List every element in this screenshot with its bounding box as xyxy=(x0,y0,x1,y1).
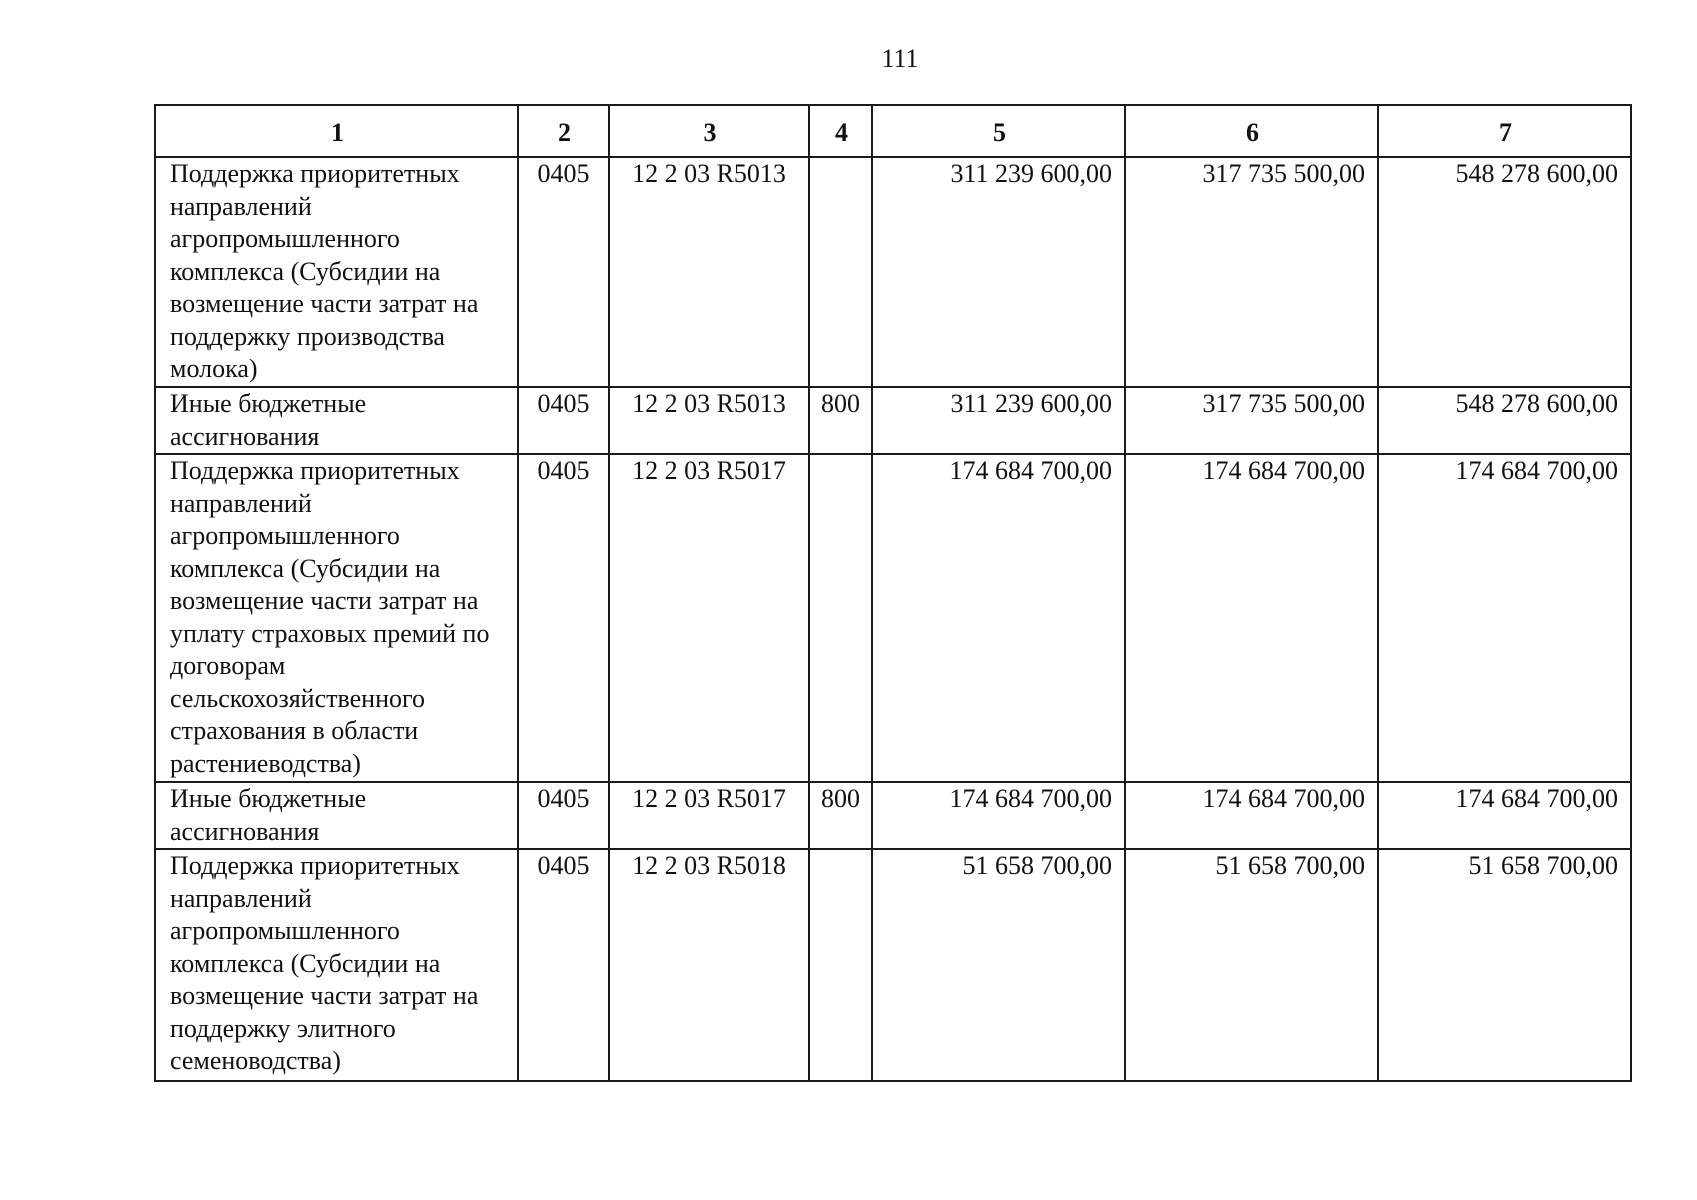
row-amount-col6: 174 684 700,00 xyxy=(1125,782,1378,849)
row-amount-col5: 174 684 700,00 xyxy=(872,782,1125,849)
column-header-4: 4 xyxy=(809,105,872,157)
table-row xyxy=(155,157,1631,387)
row-amount-col6: 51 658 700,00 xyxy=(1125,849,1378,1081)
row-section-code: 0405 xyxy=(518,849,609,1081)
row-target-code: 12 2 03 R5013 xyxy=(609,387,809,454)
column-header-7: 7 xyxy=(1378,105,1631,157)
row-name: Иные бюджетные ассигнования xyxy=(155,387,518,454)
row-name: Поддержка приоритетных направлений агропромышленного комплекса (Субсидии на возмещение части затрат на поддержку элитного семеноводства) xyxy=(155,849,518,1081)
row-amount-col6: 174 684 700,00 xyxy=(1125,454,1378,782)
row-amount-col6: 317 735 500,00 xyxy=(1125,157,1378,387)
table-row xyxy=(155,782,1631,849)
row-name: Поддержка приоритетных направлений агропромышленного комплекса (Субсидии на возмещение части затрат на уплату страховых премий по договорам сельскохозяйственного страхования в области растениеводства) xyxy=(155,454,518,782)
row-target-code: 12 2 03 R5017 xyxy=(609,782,809,849)
row-amount-col5: 174 684 700,00 xyxy=(872,454,1125,782)
table-row xyxy=(155,387,1631,454)
row-name: Поддержка приоритетных направлений агропромышленного комплекса (Субсидии на возмещение части затрат на поддержку производства молока) xyxy=(155,157,518,387)
row-expense-type: 800 xyxy=(809,387,872,454)
row-section-code: 0405 xyxy=(518,387,609,454)
row-target-code: 12 2 03 R5018 xyxy=(609,849,809,1081)
row-amount-col6: 317 735 500,00 xyxy=(1125,387,1378,454)
row-expense-type xyxy=(809,454,872,782)
column-header-6: 6 xyxy=(1125,105,1378,157)
row-expense-type xyxy=(809,849,872,1081)
column-header-5: 5 xyxy=(872,105,1125,157)
row-name: Иные бюджетные ассигнования xyxy=(155,782,518,849)
column-header-3: 3 xyxy=(609,105,809,157)
column-header-2: 2 xyxy=(518,105,609,157)
budget-table xyxy=(154,104,1632,1082)
row-section-code: 0405 xyxy=(518,157,609,387)
row-amount-col7: 548 278 600,00 xyxy=(1378,387,1631,454)
table-row xyxy=(155,849,1631,1081)
row-amount-col5: 311 239 600,00 xyxy=(872,157,1125,387)
page-number: 111 xyxy=(881,44,919,73)
row-section-code: 0405 xyxy=(518,454,609,782)
row-section-code: 0405 xyxy=(518,782,609,849)
row-amount-col7: 548 278 600,00 xyxy=(1378,157,1631,387)
row-target-code: 12 2 03 R5017 xyxy=(609,454,809,782)
table-row xyxy=(155,454,1631,782)
table-header-row xyxy=(155,105,1631,157)
row-amount-col7: 174 684 700,00 xyxy=(1378,454,1631,782)
column-header-1: 1 xyxy=(155,105,518,157)
row-amount-col5: 311 239 600,00 xyxy=(872,387,1125,454)
row-amount-col7: 51 658 700,00 xyxy=(1378,849,1631,1081)
row-amount-col5: 51 658 700,00 xyxy=(872,849,1125,1081)
row-expense-type xyxy=(809,157,872,387)
row-expense-type: 800 xyxy=(809,782,872,849)
row-amount-col7: 174 684 700,00 xyxy=(1378,782,1631,849)
row-target-code: 12 2 03 R5013 xyxy=(609,157,809,387)
